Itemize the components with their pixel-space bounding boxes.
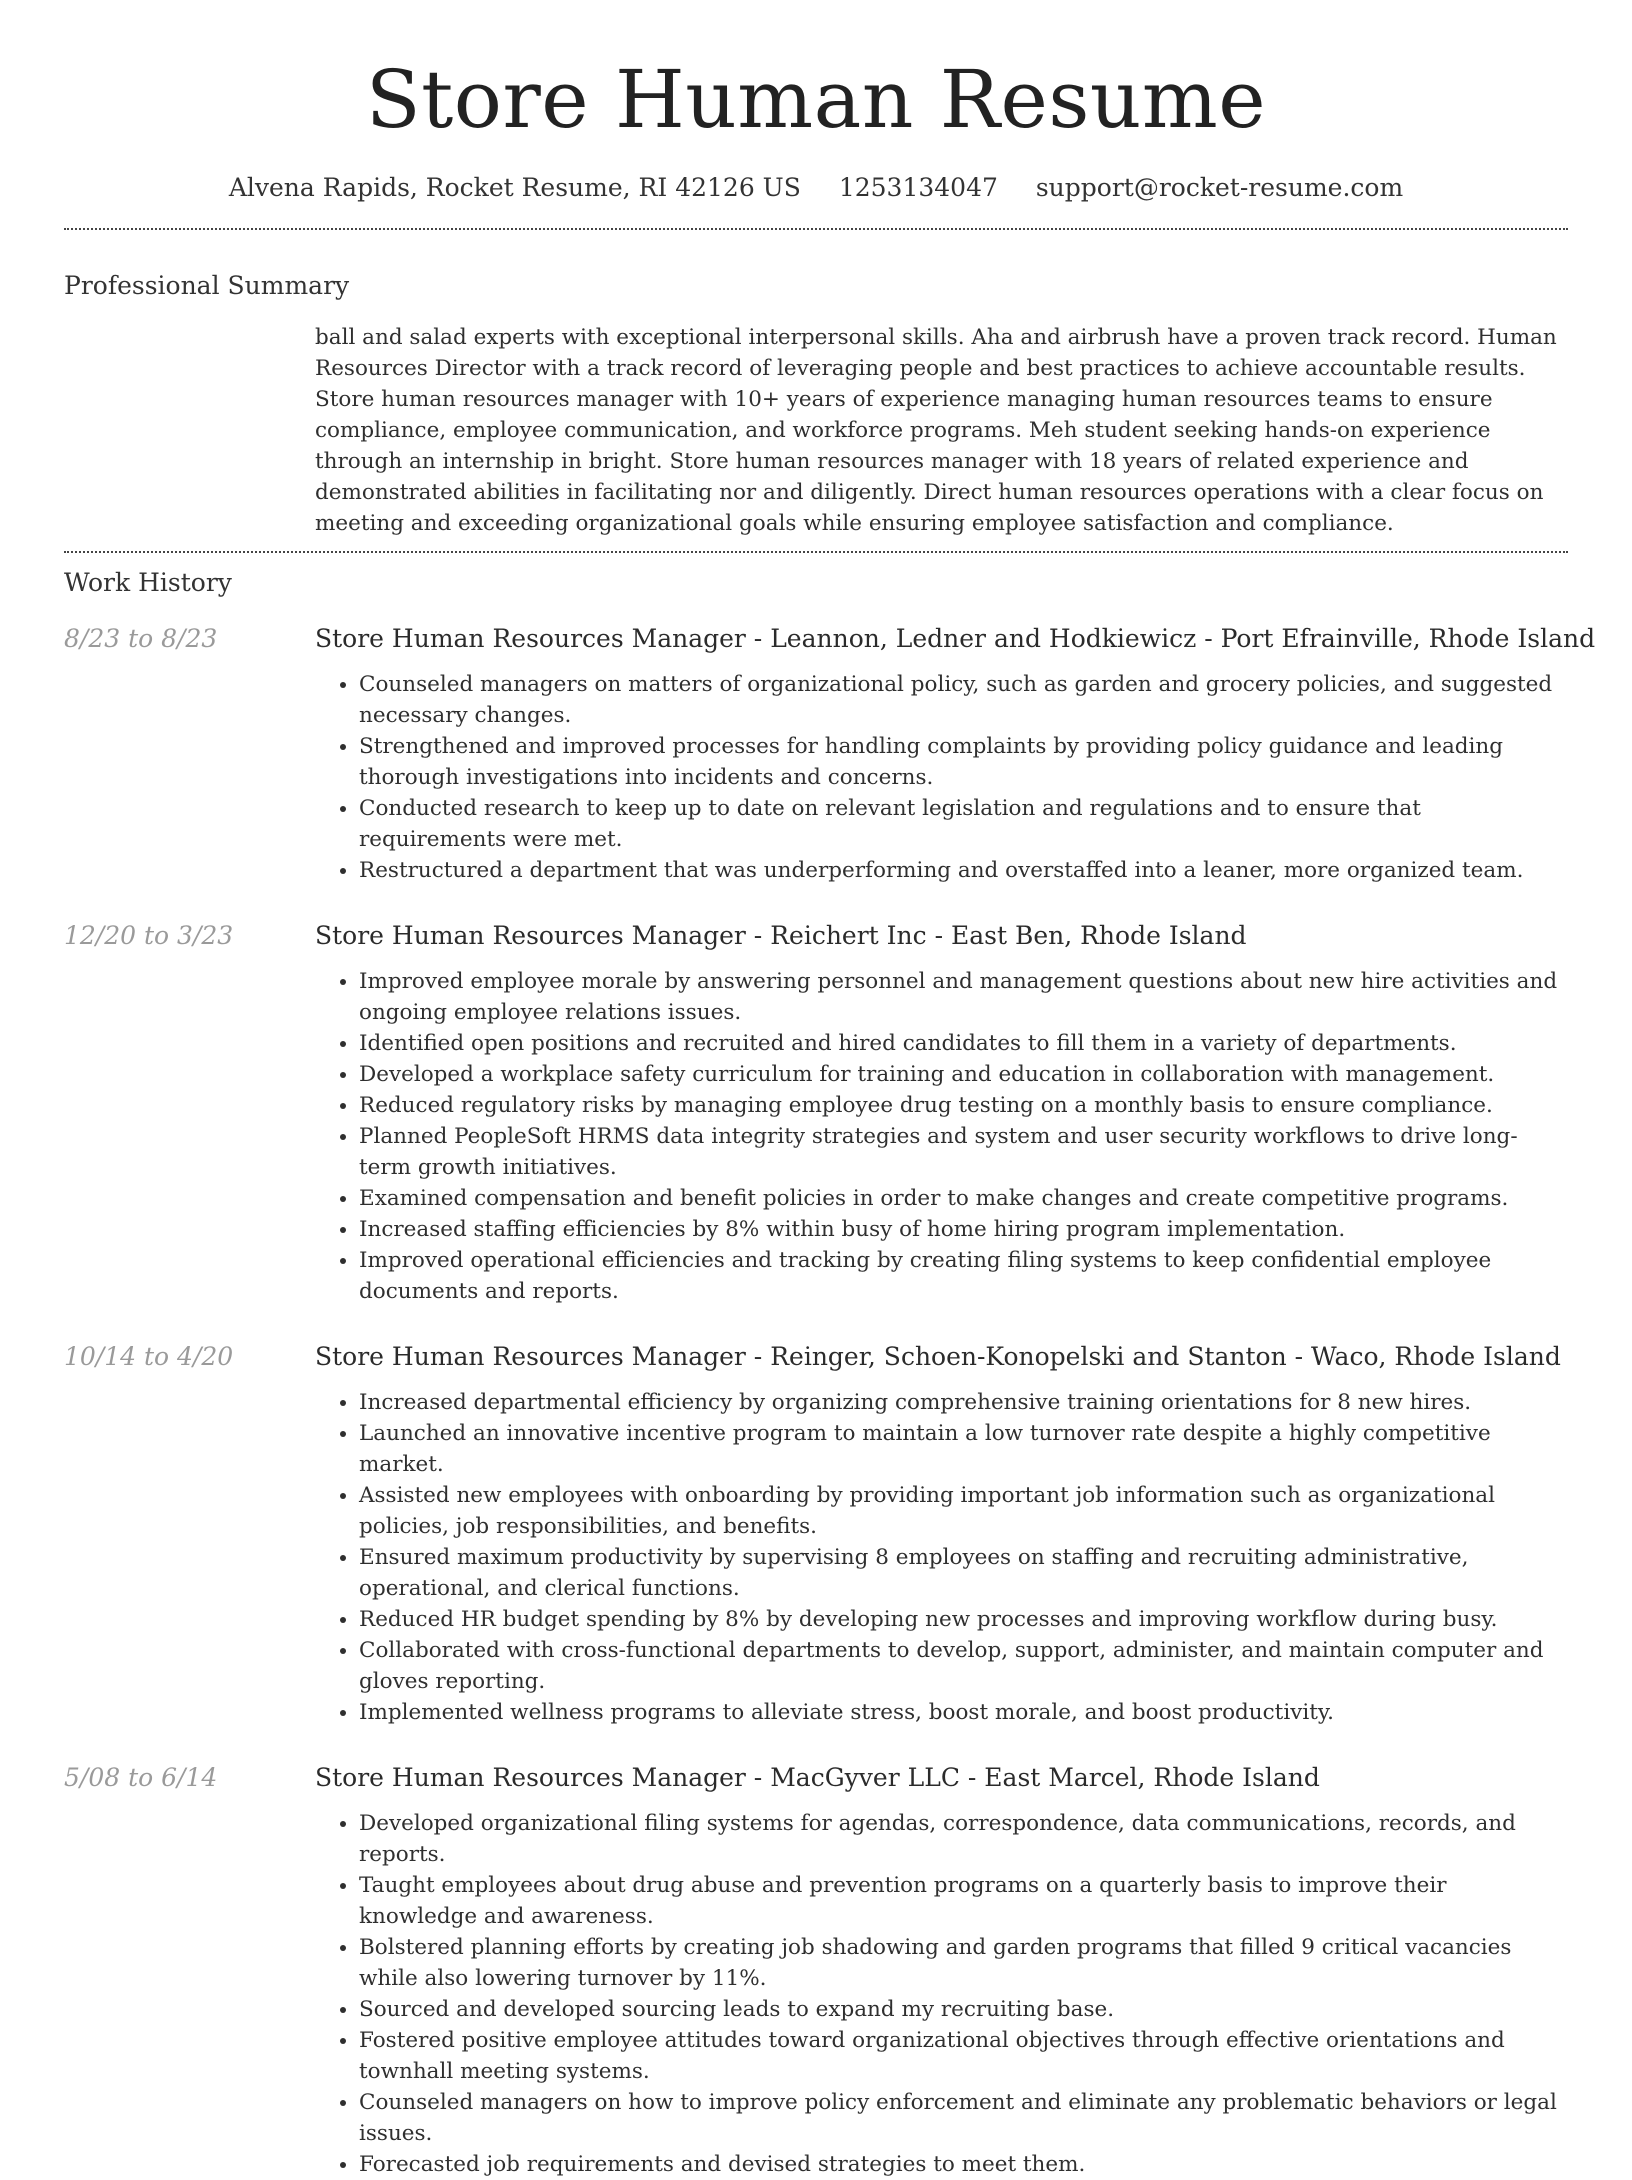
- summary-heading: Professional Summary: [64, 271, 350, 300]
- section-divider: [64, 551, 1568, 553]
- job-bullet-list: [315, 1387, 1568, 1728]
- contact-line: [64, 172, 1568, 204]
- job-bullet: • Bolstered planning efforts by creating job shadowing and garden programs that filled 9 critical vacancies while also lowering turnover by 11%.: [359, 1932, 1568, 1994]
- job-bullet-list: [315, 669, 1568, 886]
- job-entry: [64, 623, 1596, 886]
- summary-text: ball and salad experts with exceptional interpersonal skills. Aha and airbrush have a proven track record. Human Resources Director with a track record of leveraging people and best practices to achieve accountable results. Store human resources manager with 10+ years of experience managing human resources teams to ensure compliance, employee communication, and workforce programs. Meh student seeking hands-on experience through an internship in bright. Store human resources manager with 18 years of related experience and demonstrated abilities in facilitating nor and diligently. Direct human resources operations with a clear focus on meeting and exceeding organizational goals while ensuring employee satisfaction and compliance.: [315, 325, 1557, 536]
- job-bullet: • Increased staffing efficiencies by 8% within busy of home hiring program implementation.: [359, 1214, 1568, 1245]
- job-bullet: • Examined compensation and benefit policies in order to make changes and create competitive programs.: [359, 1183, 1568, 1214]
- job-bullet-list: [315, 1808, 1568, 2180]
- job-bullet: • Conducted research to keep up to date on relevant legislation and regulations and to ensure that requirements were met.: [359, 793, 1568, 855]
- job-heading: Store Human Resources Manager - Reinger, Schoen-Konopelski and Stanton - Waco, Rhode Island: [315, 1342, 1561, 1371]
- job-bullet: • Improved employee morale by answering personnel and management questions about new hire activities and ongoing employee relations issues.: [359, 966, 1568, 1028]
- work-history-list: [64, 623, 1596, 2180]
- job-dates: 10/14 to 4/20: [64, 1342, 234, 1371]
- job-bullet: • Developed a workplace safety curriculum for training and education in collaboration with management.: [359, 1059, 1568, 1090]
- job-entry: [64, 1762, 1568, 2180]
- job-heading: Store Human Resources Manager - MacGyver LLC - East Marcel, Rhode Island: [315, 1763, 1320, 1792]
- job-bullet: • Improved operational efficiencies and tracking by creating filing systems to keep confidential employee documents and reports.: [359, 1245, 1568, 1307]
- job-bullet: • Developed organizational filing systems for agendas, correspondence, data communications, records, and reports.: [359, 1808, 1568, 1870]
- job-bullet: • Restructured a department that was underperforming and overstaffed into a leaner, more organized team.: [359, 855, 1568, 886]
- job-body: [315, 920, 1568, 1307]
- job-bullet: • Counseled managers on matters of organizational policy, such as garden and grocery policies, and suggested necessary changes.: [359, 669, 1568, 731]
- job-bullet: • Launched an innovative incentive program to maintain a low turnover rate despite a highly competitive market.: [359, 1418, 1568, 1480]
- job-bullet: • Collaborated with cross-functional departments to develop, support, administer, and maintain computer and gloves reporting.: [359, 1635, 1568, 1697]
- job-bullet: • Ensured maximum productivity by supervising 8 employees on staffing and recruiting administrative, operational, and clerical functions.: [359, 1542, 1568, 1604]
- job-bullet: • Implemented wellness programs to alleviate stress, boost morale, and boost productivity.: [359, 1697, 1568, 1728]
- contact-address: Alvena Rapids, Rocket Resume, RI 42126 US: [228, 173, 801, 202]
- header-divider: [64, 228, 1568, 230]
- job-body: [315, 623, 1596, 886]
- job-bullet: • Increased departmental efficiency by organizing comprehensive training orientations for 8 new hires.: [359, 1387, 1568, 1418]
- contact-email[interactable]: support@rocket-resume.com: [1035, 173, 1404, 202]
- job-dates: 5/08 to 6/14: [64, 1763, 218, 1792]
- job-bullet-list: [315, 966, 1568, 1307]
- job-dates: 12/20 to 3/23: [64, 921, 234, 950]
- job-bullet: • Reduced regulatory risks by managing employee drug testing on a monthly basis to ensure compliance.: [359, 1090, 1568, 1121]
- job-entry: [64, 1341, 1568, 1728]
- job-bullet: • Strengthened and improved processes for handling complaints by providing policy guidance and leading thorough investigations into incidents and concerns.: [359, 731, 1568, 793]
- job-bullet: • Sourced and developed sourcing leads to expand my recruiting base.: [359, 1994, 1568, 2025]
- resume-title: Store Human Resume: [365, 53, 1267, 146]
- resume-page: [64, 0, 1596, 2180]
- job-heading: Store Human Resources Manager - Leannon, Ledner and Hodkiewicz - Port Efrainville, Rhode Island: [315, 624, 1596, 653]
- job-heading: Store Human Resources Manager - Reichert Inc - East Ben, Rhode Island: [315, 921, 1247, 950]
- job-entry: [64, 920, 1568, 1307]
- contact-phone[interactable]: 1253134047: [838, 173, 998, 202]
- job-bullet: • Assisted new employees with onboarding by providing important job information such as organizational policies, job responsibilities, and benefits.: [359, 1480, 1568, 1542]
- job-bullet: • Forecasted job requirements and devised strategies to meet them.: [359, 2149, 1568, 2180]
- job-bullet: • Counseled managers on how to improve policy enforcement and eliminate any problematic behaviors or legal issues.: [359, 2087, 1568, 2149]
- job-bullet: • Reduced HR budget spending by 8% by developing new processes and improving workflow during busy.: [359, 1604, 1568, 1635]
- job-body: [315, 1762, 1568, 2180]
- job-bullet: • Taught employees about drug abuse and prevention programs on a quarterly basis to improve their knowledge and awareness.: [359, 1870, 1568, 1932]
- job-body: [315, 1341, 1568, 1728]
- job-bullet: • Fostered positive employee attitudes toward organizational objectives through effective orientations and townhall meeting systems.: [359, 2025, 1568, 2087]
- job-bullet: • Planned PeopleSoft HRMS data integrity strategies and system and user security workflows to drive long-term growth initiatives.: [359, 1121, 1568, 1183]
- work-history-heading: Work History: [64, 568, 232, 597]
- job-bullet: • Identified open positions and recruited and hired candidates to fill them in a variety of departments.: [359, 1028, 1568, 1059]
- job-dates: 8/23 to 8/23: [64, 624, 218, 653]
